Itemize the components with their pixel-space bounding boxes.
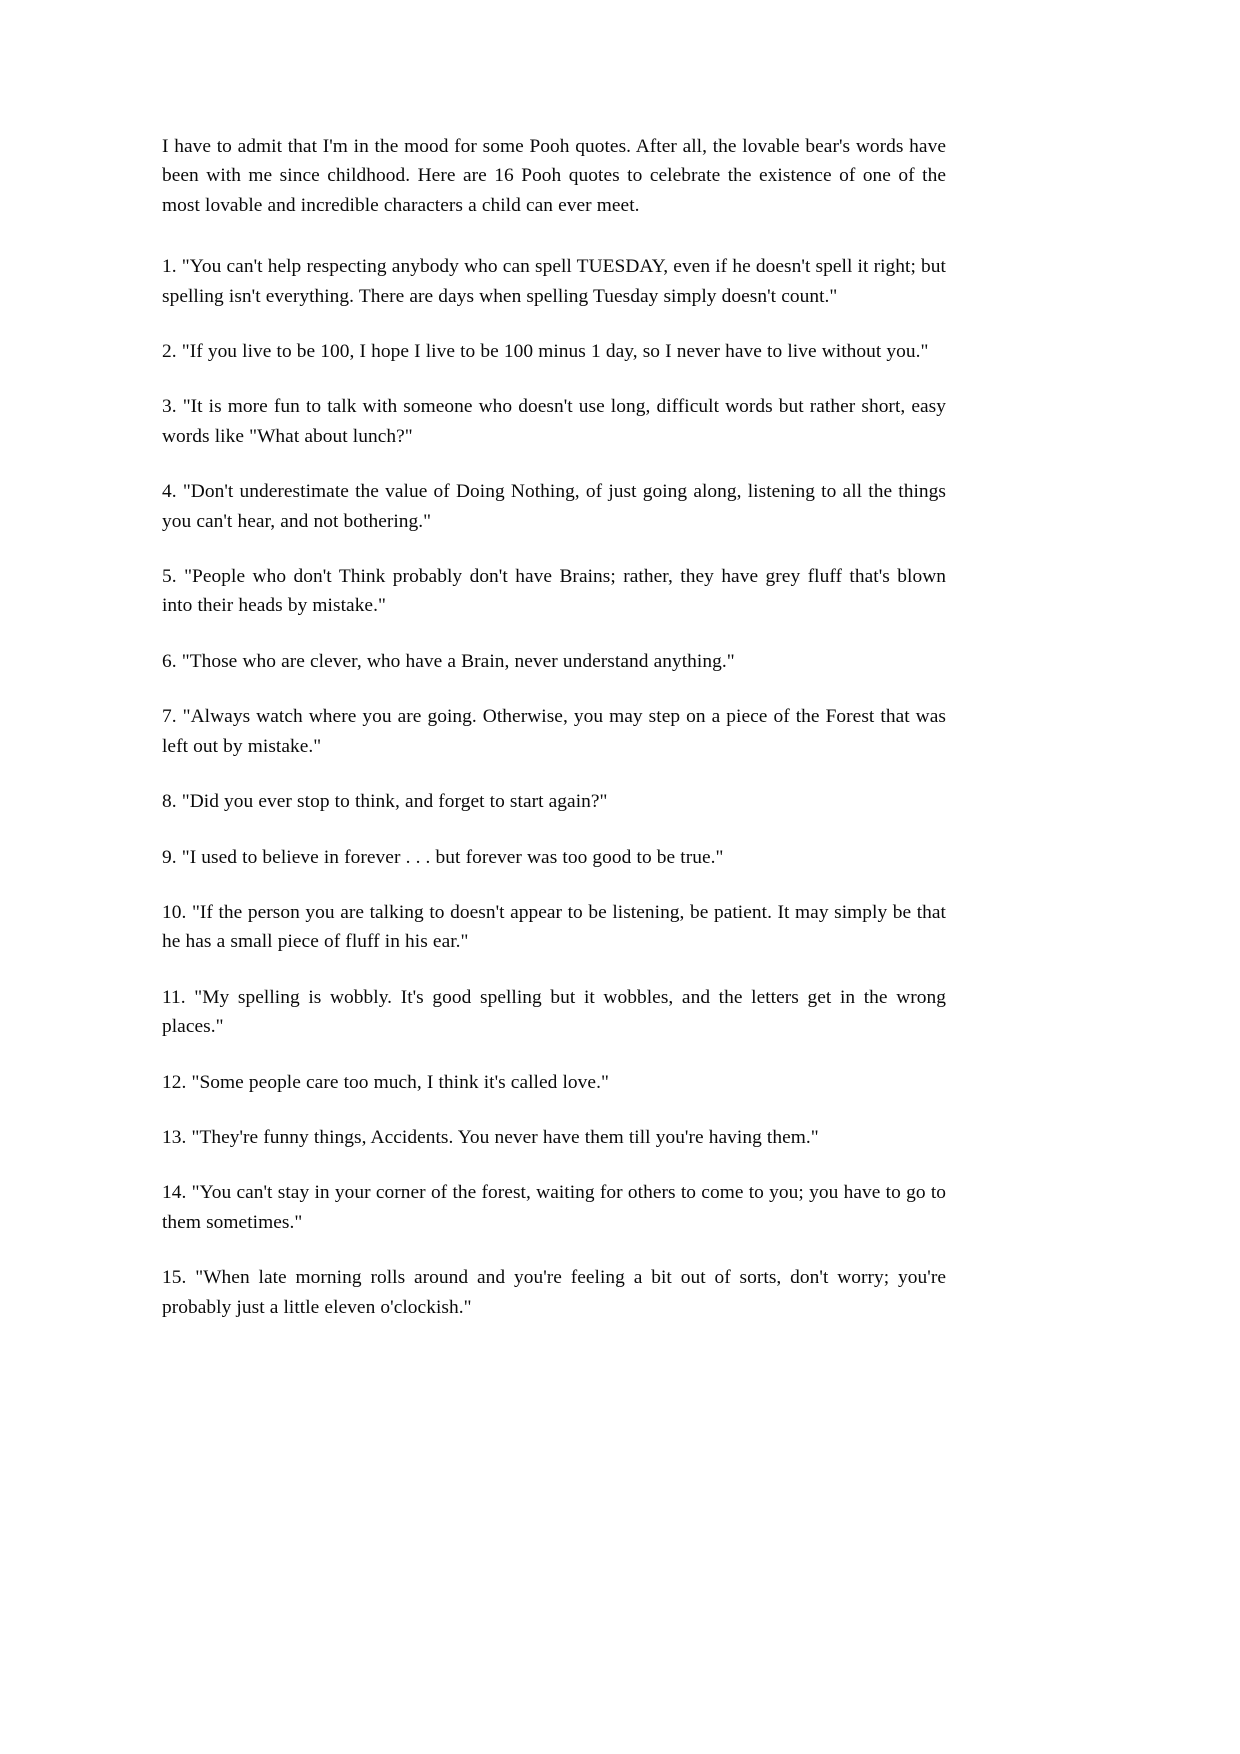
document-text-column [162,132,946,1322]
quote-paragraph-10: 10. "If the person you are talking to doesn't appear to be listening, be patient. It may simply be that he has a small piece of fluff in his ear." [162,901,946,953]
quote-paragraph-12: 12. "Some people care too much, I think it's called love." [162,1071,609,1093]
quote-paragraph-14: 14. "You can't stay in your corner of the forest, waiting for others to come to you; you have to go to them sometimes." [162,1182,946,1233]
quote-paragraph-5: 5. "People who don't Think probably don't have Brains; rather, they have grey fluff that's blown into their heads by mistake." [162,566,946,617]
quote-paragraph-8: 8. "Did you ever stop to think, and forget to start again?" [162,791,608,813]
quote-paragraph-6: 6. "Those who are clever, who have a Brain, never understand anything." [162,650,735,672]
quote-paragraph-2: 2. "If you live to be 100, I hope I live to be 100 minus 1 day, so I never have to live without you." [162,341,929,363]
quote-paragraph-9: 9. "I used to believe in forever . . . but forever was too good to be true." [162,846,724,868]
quote-paragraph-4: 4. "Don't underestimate the value of Doing Nothing, of just going along, listening to all the things you can't hear, and not bothering." [162,481,946,532]
quote-paragraph-11: 11. "My spelling is wobbly. It's good spelling but it wobbles, and the letters get in the wrong places." [162,986,946,1038]
quote-paragraph-13: 13. "They're funny things, Accidents. You never have them till you're having them." [162,1126,819,1148]
intro-paragraph: I have to admit that I'm in the mood for some Pooh quotes. After all, the lovable bear's words have been with me since childhood. Here are 16 Pooh quotes to celebrate the existence of one of the most lovable and incredible characters a child can ever meet. [162,136,946,216]
quote-paragraph-15: 15. "When late morning rolls around and you're feeling a bit out of sorts, don't worry; you're probably just a little eleven o'clockish." [162,1267,946,1318]
quote-paragraph-1: 1. "You can't help respecting anybody who can spell TUESDAY, even if he doesn't spell it right; but spelling isn't everything. There are days when spelling Tuesday simply doesn't count." [162,256,946,307]
quote-paragraph-7: 7. "Always watch where you are going. Otherwise, you may step on a piece of the Forest that was left out by mistake." [162,706,946,757]
quote-paragraph-3: 3. "It is more fun to talk with someone who doesn't use long, difficult words but rather short, easy words like "What about lunch?" [162,396,946,447]
